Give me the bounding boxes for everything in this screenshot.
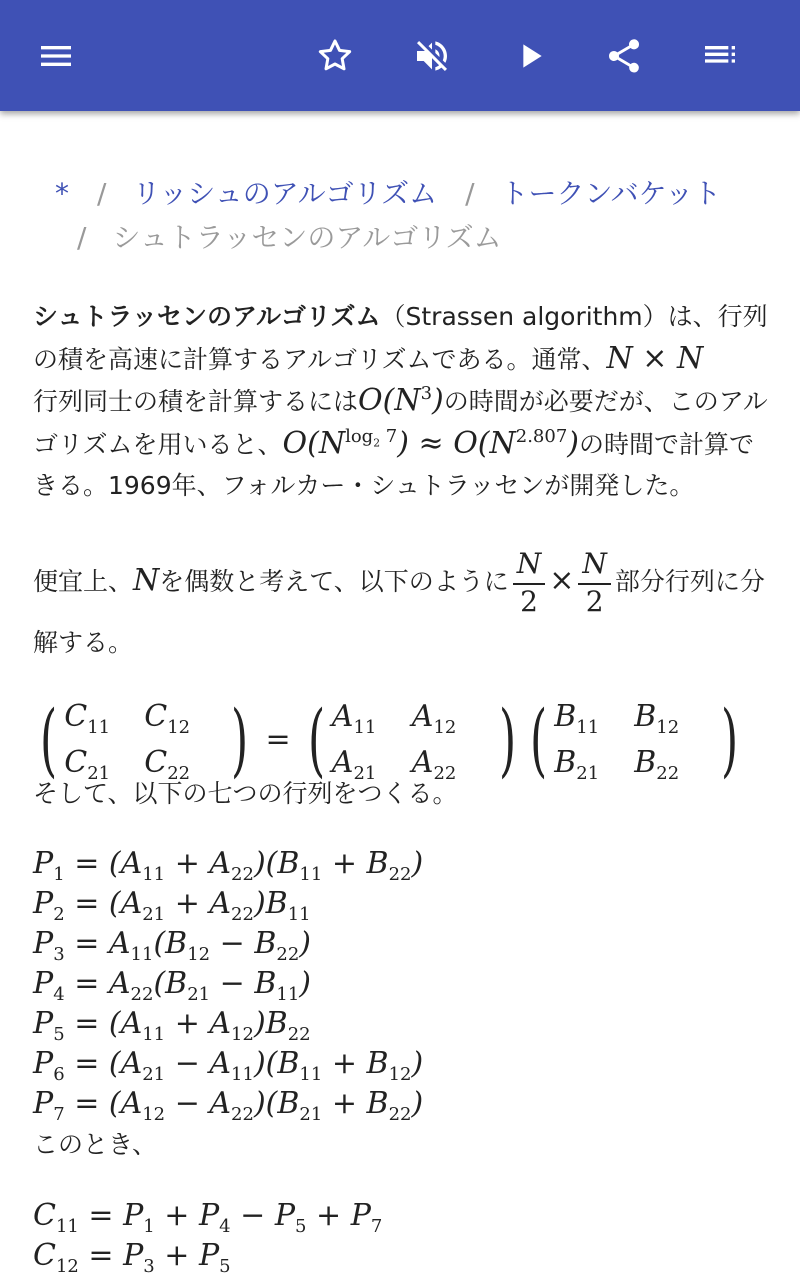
playlist-icon [700,36,740,76]
favorite-button[interactable] [307,28,363,84]
c-equations [33,1196,773,1276]
menu-icon [36,36,76,76]
fraction-n-over-2: $\frac{N}{2}$ [513,547,546,619]
play-icon [510,36,550,76]
p-equations [33,844,773,1124]
block-matrix-equation: ( $C_{11}$ $C_{12}$ $C_{21}$ $C_{22}$ ) = ( $A_{11}$ $A_{12}$ $A_{21}$ $A_{22}$ ) ( $B_{11}$ $B_{12}$ $B_{21}$ $B_{22}$ ) [40,692,739,786]
breadcrumb-root[interactable]: * [55,177,69,210]
equation-p1: $P_1 = (A_{11} + A_{22})(B_{11} + B_{22})$ [33,846,424,885]
breadcrumb-separator: / [97,177,107,210]
equation-p4: $P_4 = A_{22}(B_{21} - B_{11})$ [33,966,311,1005]
equation-p2: $P_2 = (A_{21} + A_{22})B_{11}$ [33,886,311,925]
share-icon [604,36,644,76]
contents-button[interactable] [692,28,748,84]
app-bar [0,0,800,111]
breadcrumb-item-token-bucket[interactable]: トークンバケット [500,177,722,210]
breadcrumb-item-riche[interactable]: リッシュのアルゴリズム [132,177,438,210]
equation-p7: $P_7 = (A_{12} - A_{22})(B_{21} + B_{22})$ [33,1086,424,1125]
menu-button[interactable] [28,28,84,84]
article-body [33,296,773,1276]
then-text: このとき、 [33,1130,158,1159]
math-complexity: $O(N^{log_2 7}) \approx O(N^{2.807})$ [282,425,579,461]
article-title: シュトラッセンのアルゴリズム [33,302,381,331]
breadcrumb-separator: / [77,221,87,254]
breadcrumb-current: シュトラッセンのアルゴリズム [112,221,502,254]
math-n: N [133,562,160,598]
seven-matrices-text: そして、以下の七つの行列をつくる。 [33,778,458,808]
play-button[interactable] [502,28,558,84]
breadcrumb [55,172,775,260]
equation-c12: $C_{12} = P_3 + P_5$ [33,1237,231,1277]
equation-p3: $P_3 = A_{11}(B_{12} - B_{22})$ [33,926,311,965]
volume-off-icon [412,36,452,76]
mute-button[interactable] [404,28,460,84]
partition-paragraph: 便宜上、Nを偶数と考えて、以下のように $\frac{N}{2}$ × $\frac{N}{2}$ 部分行列に分解する。 [33,546,765,657]
fraction-n-over-2: $\frac{N}{2}$ [578,547,611,619]
star-icon [315,36,355,76]
equation-c11: $C_{11} = P_1 + P_4 - P_5 + P_7$ [33,1197,383,1237]
share-button[interactable] [596,28,652,84]
math-on3: $O(N^3)$ [358,383,444,418]
breadcrumb-separator: / [465,177,475,210]
math-nxn: N × N [606,340,704,376]
intro-paragraph: シュトラッセンのアルゴリズム（Strassen algorithm）は、行列の積を高速に計算するアルゴリズムである。通常、N × N 行列同士の積を計算するには$O(N^3)$の時間が必要だが、このアルゴリズムを用いると、$O(N^{log_2 7}) \approx O(N^{2.807})$の時間で計算できる。1969年、フォルカー・シュトラッセンが開発した。 [33,302,768,500]
equation-p5: $P_5 = (A_{11} + A_{12})B_{22}$ [33,1006,311,1045]
equation-p6: $P_6 = (A_{21} - A_{11})(B_{11} + B_{12})$ [33,1046,424,1085]
